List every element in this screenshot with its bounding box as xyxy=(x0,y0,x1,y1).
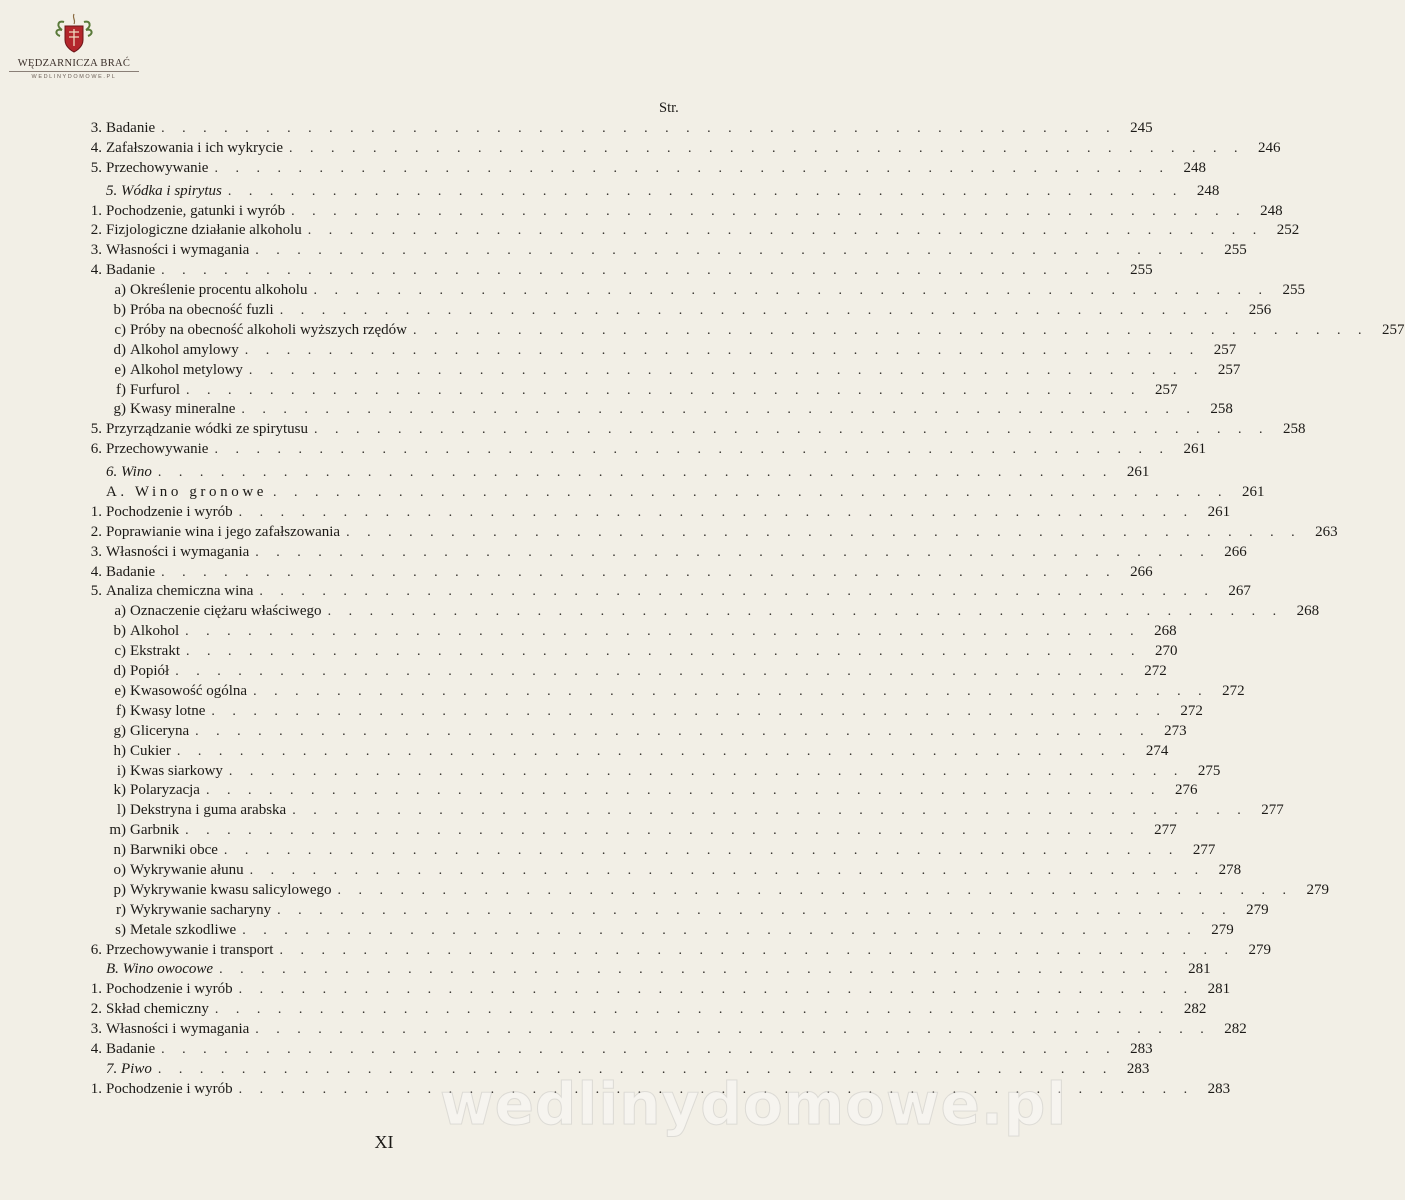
toc-entry-letter: c) xyxy=(114,643,126,660)
toc-entry-page: 257 xyxy=(1155,381,1178,398)
toc-entry-letter: g) xyxy=(113,722,126,739)
toc-entry-page: 257 xyxy=(1217,361,1241,378)
logo-divider xyxy=(9,71,139,72)
dot-leader xyxy=(186,642,1142,662)
toc-entry xyxy=(74,202,1283,222)
dot-leader xyxy=(224,841,1180,861)
toc-entry-number: 6. xyxy=(90,441,102,458)
toc-entry-number: 2. xyxy=(90,222,102,239)
toc-entry-page: 277 xyxy=(1192,842,1216,859)
toc-entry-page: 276 xyxy=(1174,782,1198,799)
toc-entry-title: Wykrywanie kwasu salicylowego xyxy=(130,881,332,898)
dot-leader xyxy=(279,941,1235,961)
toc-entry-number: 1. xyxy=(90,981,102,998)
toc-entry xyxy=(74,543,1247,563)
dot-leader xyxy=(255,1020,1211,1040)
dot-leader xyxy=(250,861,1206,881)
toc-entry-letter: n) xyxy=(113,842,126,859)
toc-entry-title: Kwasowość ogólna xyxy=(130,682,248,699)
dot-leader xyxy=(161,119,1117,139)
dot-leader xyxy=(346,523,1302,543)
toc-entry-title: Barwniki obce xyxy=(130,842,218,859)
toc-entry xyxy=(74,881,1330,901)
logo-brand-text: WĘDZARNICZA BRAĆ xyxy=(17,58,131,69)
dot-leader xyxy=(239,980,1195,1000)
toc-entry-number: 5. xyxy=(90,159,102,176)
toc-entry xyxy=(74,960,1211,980)
toc-entry-page: 273 xyxy=(1164,722,1187,739)
toc-entry-page: 248 xyxy=(1183,159,1206,176)
toc-entry-page: 257 xyxy=(1213,341,1237,358)
toc-entry-page: 270 xyxy=(1155,643,1178,660)
toc-entry-letter: d) xyxy=(113,663,126,680)
toc-entry-title: Metale szkodliwe xyxy=(130,921,237,938)
toc-entry xyxy=(74,921,1234,941)
dot-leader xyxy=(245,341,1201,361)
dot-leader xyxy=(158,463,1114,483)
toc-entry-letter: d) xyxy=(113,341,126,358)
toc-entry-page: 252 xyxy=(1276,222,1300,239)
toc-entry xyxy=(74,463,1150,483)
toc-entry-title: Przyrządzanie wódki ze spirytusu xyxy=(106,421,309,438)
toc-entry-page: 272 xyxy=(1144,663,1167,680)
dot-leader xyxy=(161,1040,1117,1060)
toc-entry xyxy=(74,483,1265,503)
dot-leader xyxy=(158,1060,1114,1080)
toc-entry-letter: f) xyxy=(116,381,126,398)
toc-entry xyxy=(74,159,1206,179)
toc-entry-title: 5. Wódka i spirytus xyxy=(106,182,222,199)
toc-entry-page: 268 xyxy=(1296,603,1320,620)
dot-leader xyxy=(314,420,1270,440)
toc-entry-page: 261 xyxy=(1207,503,1231,520)
toc-entry xyxy=(74,119,1153,139)
toc-entry-letter: g) xyxy=(113,401,126,418)
dot-leader xyxy=(249,361,1205,381)
toc-entry-page: 281 xyxy=(1207,981,1231,998)
toc-entry-letter: a) xyxy=(114,603,126,620)
toc-entry xyxy=(74,801,1284,821)
toc-entry-title: Przechowywanie i transport xyxy=(106,941,274,958)
toc-entry-title: Próby na obecność alkoholi wyższych rzędów xyxy=(130,321,408,338)
toc-entry-number: 3. xyxy=(90,1021,102,1038)
toc-entry-number: 6. xyxy=(90,941,102,958)
toc-entry xyxy=(74,781,1198,801)
toc-entry-title: Wykrywanie ałunu xyxy=(130,861,244,878)
toc-entry-title: Własności i wymagania xyxy=(106,1021,250,1038)
dot-leader xyxy=(175,662,1131,682)
dot-leader xyxy=(308,221,1264,241)
toc-entry xyxy=(74,182,1220,202)
toc-entry xyxy=(74,381,1178,401)
toc-entry-title: Badanie xyxy=(106,1040,156,1057)
toc-entry-title: Kwas siarkowy xyxy=(130,762,223,779)
site-logo xyxy=(14,12,134,80)
toc-entry xyxy=(74,980,1231,1000)
toc-entry-title: Polaryzacja xyxy=(130,782,200,799)
toc-entry-page: 277 xyxy=(1261,802,1284,819)
dot-leader xyxy=(239,1080,1195,1100)
toc-entry-title: Badanie xyxy=(106,120,156,136)
dot-leader xyxy=(195,722,1151,742)
toc-entry-page: 279 xyxy=(1248,941,1271,958)
toc-entry-title: Analiza chemiczna wina xyxy=(106,583,254,600)
dot-leader xyxy=(214,440,1170,460)
toc-entry-page: 283 xyxy=(1130,1040,1153,1057)
toc-entry xyxy=(74,440,1206,460)
dot-leader xyxy=(219,960,1175,980)
toc-entry-title: Popiół xyxy=(130,663,170,680)
toc-entry-page: 282 xyxy=(1183,1001,1207,1018)
toc-entry-letter: k) xyxy=(113,782,126,799)
toc-entry-page: 268 xyxy=(1154,623,1177,640)
toc-entry-page: 279 xyxy=(1306,881,1330,898)
dot-leader xyxy=(255,543,1211,563)
dot-leader xyxy=(214,159,1170,179)
toc-entry xyxy=(74,523,1338,543)
toc-entry-page: 272 xyxy=(1222,682,1245,699)
toc-entry-letter: p) xyxy=(113,881,126,898)
toc-entry-title: A. Wino gronowe xyxy=(106,484,268,501)
toc-entry-title: Własności i wymagania xyxy=(106,242,250,259)
dot-leader xyxy=(229,762,1185,782)
toc-entry-title: Fizjologiczne działanie alkoholu xyxy=(106,222,302,239)
toc-entry-page: 261 xyxy=(1183,441,1206,458)
dot-leader xyxy=(292,801,1248,821)
toc-entry-page: 277 xyxy=(1154,822,1177,839)
dot-leader xyxy=(177,742,1133,762)
toc-entry-title: Własności i wymagania xyxy=(106,543,250,560)
toc-entry-title: Badanie xyxy=(106,563,156,580)
toc-entry-page: 248 xyxy=(1260,202,1283,219)
toc-entry-title: Próba na obecność fuzli xyxy=(130,302,274,319)
toc-entry-page: 279 xyxy=(1211,921,1234,938)
dot-leader xyxy=(313,281,1269,301)
toc-entry-page: 255 xyxy=(1224,242,1247,259)
toc-entry-page: 248 xyxy=(1196,182,1220,199)
toc-entry-page: 279 xyxy=(1246,901,1269,918)
toc-entry-title: Określenie procentu alkoholu xyxy=(130,282,308,299)
toc-entry-title: Alkohol amylowy xyxy=(130,341,239,358)
toc-entry-number: 1. xyxy=(90,202,102,219)
toc-entry-title: Poprawianie wina i jego zafałszowania xyxy=(106,523,341,540)
toc-entry-page: 255 xyxy=(1130,262,1153,279)
toc-entry-title: Pochodzenie i wyrób xyxy=(106,1080,233,1097)
toc-entry xyxy=(74,361,1241,381)
dot-leader xyxy=(206,781,1162,801)
toc-entry xyxy=(74,139,1281,159)
toc-entry-page: 282 xyxy=(1224,1021,1247,1038)
toc-entry-title: Zafałszowania i ich wykrycie xyxy=(106,139,284,156)
toc-entry xyxy=(74,1040,1153,1060)
toc-entry-page: 272 xyxy=(1180,702,1203,719)
dot-leader xyxy=(161,563,1117,583)
toc-entry xyxy=(74,301,1272,321)
toc-entry xyxy=(74,1080,1231,1100)
toc-entry-number: 3. xyxy=(90,120,102,136)
toc-entry-letter: a) xyxy=(114,282,126,299)
toc-entry-title: Badanie xyxy=(106,262,156,279)
toc-entry-title: Ekstrakt xyxy=(130,643,180,660)
toc-entry xyxy=(74,861,1242,881)
toc-entry xyxy=(74,503,1231,523)
toc-entry-letter: m) xyxy=(109,822,126,839)
toc-entry-title: Kwasy lotne xyxy=(130,702,206,719)
toc-entry-page: 261 xyxy=(1126,464,1150,481)
toc-entry xyxy=(74,742,1169,762)
dot-leader xyxy=(242,921,1198,941)
toc-entry-page: 278 xyxy=(1218,861,1242,878)
dot-leader xyxy=(338,881,1294,901)
toc-entry-number: 5. xyxy=(90,583,102,600)
toc-entry-letter: b) xyxy=(113,623,126,640)
toc-entry-number: 4. xyxy=(90,563,102,580)
dot-leader xyxy=(185,821,1141,841)
toc-entry xyxy=(74,841,1216,861)
toc-entry-letter: e) xyxy=(114,361,126,378)
toc-entry-title: Pochodzenie i wyrób xyxy=(106,981,233,998)
logo-site-text: WEDLINYDOMOWE.PL xyxy=(31,74,117,80)
toc-entry xyxy=(74,221,1300,241)
toc-entry-page: 245 xyxy=(1130,120,1153,136)
toc-entry-title: Przechowywanie xyxy=(106,159,209,176)
toc-entry xyxy=(74,642,1178,662)
toc-entry-page: 283 xyxy=(1207,1080,1231,1097)
toc-entry-letter: i) xyxy=(116,762,126,779)
toc-entry xyxy=(74,563,1153,583)
toc-entry xyxy=(74,662,1167,682)
toc-entry-page: 266 xyxy=(1130,563,1153,580)
dot-leader xyxy=(280,301,1236,321)
dot-leader xyxy=(186,381,1142,401)
toc-entry xyxy=(74,622,1177,642)
toc-entry xyxy=(74,321,1405,341)
toc-entry-page: 275 xyxy=(1197,762,1221,779)
toc-entry xyxy=(74,420,1306,440)
toc-entry-title: Alkohol xyxy=(130,623,180,640)
toc-entry-page: 256 xyxy=(1248,302,1272,319)
page-column-header: Str. xyxy=(659,100,679,116)
page-number-footer: XI xyxy=(374,1132,394,1152)
toc-entry-page: 258 xyxy=(1210,401,1233,418)
toc-entry-title: Dekstryna i guma arabska xyxy=(130,802,287,819)
dot-leader xyxy=(328,602,1284,622)
toc-entry-page: 266 xyxy=(1224,543,1247,560)
toc-entry xyxy=(74,682,1245,702)
toc-entry-title: B. Wino owocowe xyxy=(106,961,214,978)
toc-entry-number: 4. xyxy=(90,1040,102,1057)
dot-leader xyxy=(161,261,1117,281)
toc-entry xyxy=(74,582,1251,602)
toc-entry-page: 257 xyxy=(1382,321,1405,338)
toc-entry-page: 283 xyxy=(1126,1060,1150,1077)
toc-entry-title: Alkohol metylowy xyxy=(130,361,243,378)
dot-leader xyxy=(255,241,1211,261)
toc-entry-page: 246 xyxy=(1258,139,1281,156)
dot-leader xyxy=(259,582,1215,602)
toc-entry-title: Pochodzenie, gatunki i wyrób xyxy=(106,202,286,219)
toc-entry-title: Pochodzenie i wyrób xyxy=(106,503,233,520)
toc-entry-letter: r) xyxy=(116,901,126,918)
toc-entry-title: Przechowywanie xyxy=(106,441,209,458)
toc-entry-page: 267 xyxy=(1228,583,1251,600)
dot-leader xyxy=(228,182,1184,202)
toc-entry xyxy=(74,702,1203,722)
dot-leader xyxy=(239,503,1195,523)
toc-entry xyxy=(74,1060,1150,1080)
toc-entry-letter: s) xyxy=(115,921,126,938)
toc-entry-number: 3. xyxy=(90,543,102,560)
toc-entry-letter: e) xyxy=(114,682,126,699)
toc-entry xyxy=(74,941,1271,961)
toc-entry-page: 261 xyxy=(1242,484,1265,501)
toc-entry xyxy=(74,901,1269,921)
dot-leader xyxy=(241,400,1197,420)
toc-entry-title: Kwasy mineralne xyxy=(130,401,236,418)
toc-entry xyxy=(74,1020,1247,1040)
toc-entry-title: 7. Piwo xyxy=(106,1060,152,1077)
dot-leader xyxy=(277,901,1233,921)
table-of-contents xyxy=(74,119,1405,1100)
toc-entry-letter: o) xyxy=(113,861,126,878)
toc-entry-number: 2. xyxy=(90,523,102,540)
toc-entry xyxy=(74,1000,1207,1020)
toc-entry-letter: c) xyxy=(114,321,126,338)
toc-entry-page: 255 xyxy=(1282,282,1305,299)
toc-entry-number: 4. xyxy=(90,139,102,156)
toc-entry-title: Skład chemiczny xyxy=(106,1001,209,1018)
dot-leader xyxy=(291,202,1247,222)
toc-entry-page: 274 xyxy=(1145,742,1169,759)
toc-entry-letter: f) xyxy=(116,702,126,719)
toc-entry xyxy=(74,261,1153,281)
toc-entry-title: Cukier xyxy=(130,742,171,759)
toc-entry-number: 2. xyxy=(90,1001,102,1018)
dot-leader xyxy=(413,321,1369,341)
toc-entry-number: 1. xyxy=(90,503,102,520)
toc-entry-letter: b) xyxy=(113,302,126,319)
toc-entry-title: Oznaczenie ciężaru właściwego xyxy=(130,603,322,620)
toc-entry-title: Garbnik xyxy=(130,822,180,839)
dot-leader xyxy=(253,682,1209,702)
toc-entry-title: Furfurol xyxy=(130,381,180,398)
watermark: wedlinydomowe.pl xyxy=(440,1070,1068,1138)
crest-icon xyxy=(54,12,94,56)
toc-entry-page: 281 xyxy=(1188,961,1211,978)
toc-entry-page: 258 xyxy=(1283,421,1306,438)
dot-leader xyxy=(273,483,1229,503)
toc-entry-title: 6. Wino xyxy=(106,464,152,481)
dot-leader xyxy=(211,702,1167,722)
toc-entry xyxy=(74,602,1320,622)
toc-entry-page: 263 xyxy=(1315,523,1338,540)
dot-leader xyxy=(185,622,1141,642)
toc-entry-letter: l) xyxy=(116,802,126,819)
toc-entry-letter: h) xyxy=(113,742,126,759)
toc-entry xyxy=(74,241,1247,261)
toc-entry xyxy=(74,722,1187,742)
toc-entry-number: 4. xyxy=(90,262,102,279)
dot-leader xyxy=(289,139,1245,159)
toc-entry xyxy=(74,341,1237,361)
toc-entry xyxy=(74,400,1233,420)
toc-entry xyxy=(74,762,1221,782)
toc-entry xyxy=(74,821,1177,841)
dot-leader xyxy=(215,1000,1171,1020)
toc-entry-number: 1. xyxy=(90,1080,102,1097)
toc-entry xyxy=(74,281,1305,301)
toc-entry-title: Gliceryna xyxy=(130,722,190,739)
toc-entry-title: Wykrywanie sacharyny xyxy=(130,901,272,918)
toc-entry-number: 3. xyxy=(90,242,102,259)
toc-entry-number: 5. xyxy=(90,421,102,438)
